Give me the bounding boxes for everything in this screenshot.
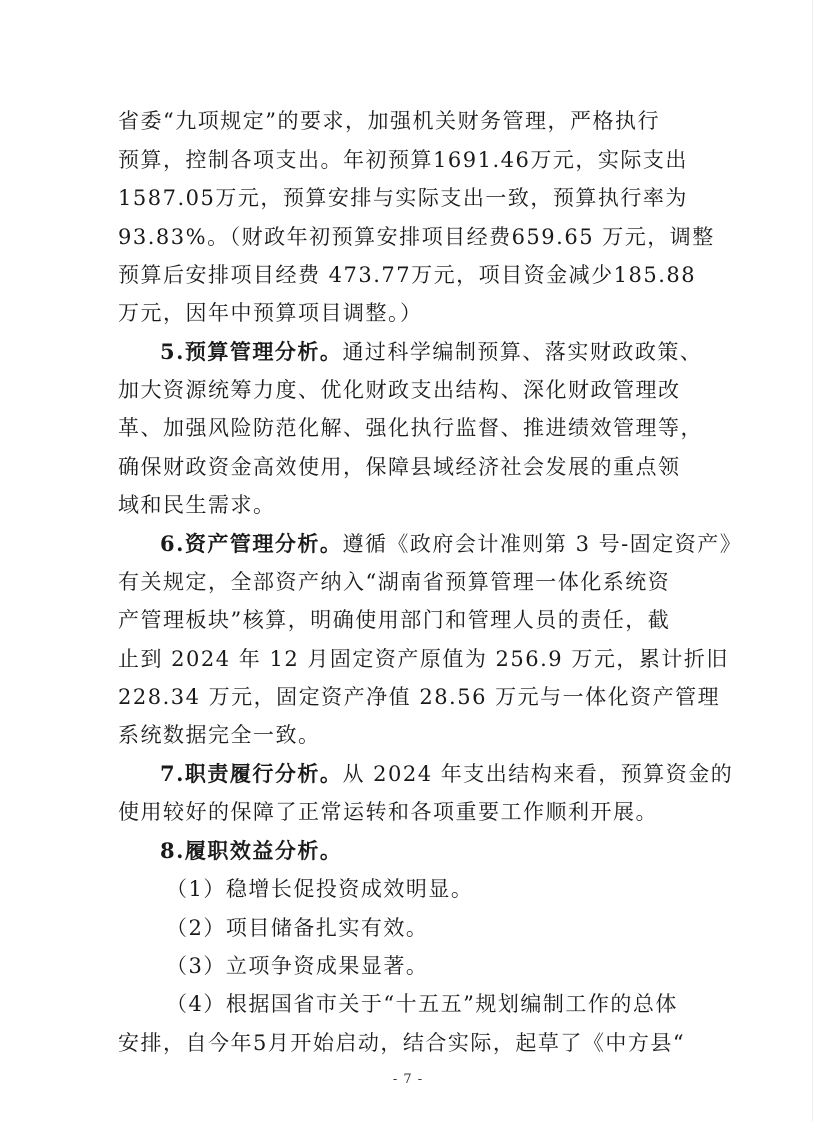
list-item: （3）立项争资成果显著。 <box>166 954 429 978</box>
text-line: 万元，因年中预算项目调整。） <box>118 301 423 325</box>
section-7-first-line <box>160 759 734 789</box>
section-7-heading: 7.职责履行分析。 <box>160 761 343 786</box>
text-line: 使用较好的保障了正常运转和各项重要工作顺利开展。 <box>118 800 658 824</box>
text-line: 安排，自今年5月开始启动，结合实际，起草了《中方县“ <box>118 1031 686 1055</box>
text-line: 228.34 万元，固定资产净值 28.56 万元与一体化资产管理 <box>118 685 721 709</box>
page-edge <box>812 0 813 1121</box>
text-line: 预算后安排项目经费 473.77万元，项目资金减少185.88 <box>118 263 697 287</box>
text-line: 省委“九项规定”的要求，加强机关财务管理，严格执行 <box>118 109 660 133</box>
text-line: 确保财政资金高效使用，保障县域经济社会发展的重点领 <box>118 455 681 479</box>
text-line: 加大资源统筹力度、优化财政支出结构、深化财政管理改 <box>118 378 681 402</box>
list-item: （2）项目储备扎实有效。 <box>166 916 429 940</box>
section-5-heading: 5.预算管理分析。 <box>160 339 343 364</box>
text-line: 止到 2024 年 12 月固定资产原值为 256.9 万元，累计折旧 <box>118 647 729 671</box>
text-line: 系统数据完全一致。 <box>118 723 321 747</box>
section-6-heading: 6.资产管理分析。 <box>160 531 343 556</box>
section-7-text: 从 2024 年支出结构来看，预算资金的 <box>342 762 734 786</box>
section-6-first-line <box>160 529 743 559</box>
section-6-text: 遵循《政府会计准则第 3 号-固定资产》 <box>342 532 743 556</box>
text-line: 域和民生需求。 <box>118 493 276 517</box>
text-line: 革、加强风险防范化解、强化执行监督、推进绩效管理等， <box>118 416 703 440</box>
text-line: 预算，控制各项支出。年初预算1691.46万元，实际支出 <box>118 148 688 172</box>
list-item: （1）稳增长促投资成效明显。 <box>166 877 474 901</box>
page-number: - 7 - <box>392 1072 424 1087</box>
section-8-label: 8.履职效益分析。 <box>160 838 343 863</box>
section-5-first-line <box>160 337 703 367</box>
text-line: 有关规定，全部资产纳入“湖南省预算管理一体化系统资 <box>118 570 671 594</box>
list-item: （4）根据国省市关于“十五五”规划编制工作的总体 <box>166 992 678 1016</box>
text-line: 产管理板块”核算，明确使用部门和管理人员的责任，截 <box>118 608 671 632</box>
text-line: 93.83%。（财政年初预算安排项目经费659.65 万元，调整 <box>118 225 715 249</box>
text-line: 1587.05万元，预算安排与实际支出一致，预算执行率为 <box>118 186 688 210</box>
section-8-heading <box>160 836 700 866</box>
section-5-text: 通过科学编制预算、落实财政政策、 <box>342 340 703 364</box>
